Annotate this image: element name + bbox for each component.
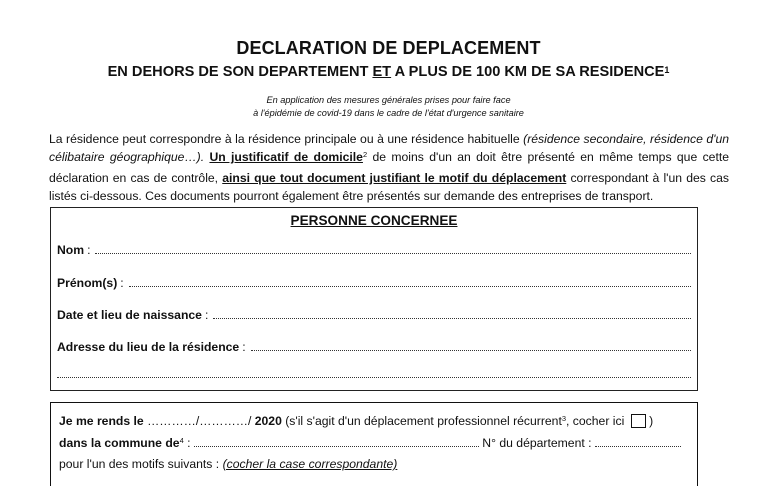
para-emphasis-motif: ainsi que tout document justifiant le motif du déplacement <box>222 170 567 185</box>
field-label: Adresse du lieu de la résidence <box>57 340 240 354</box>
field-separator: : <box>204 308 209 322</box>
department-input-line[interactable] <box>595 437 681 447</box>
name-input-line[interactable] <box>95 244 691 254</box>
subtitle-emphasis: ET <box>372 64 392 80</box>
birth-input-line[interactable] <box>213 309 691 319</box>
field-label: Nom <box>57 243 85 257</box>
footnote-ref: 4 <box>179 436 184 445</box>
document-subtitle <box>0 64 777 80</box>
para-text-1: La résidence peut correspondre à la résidence principale ou à une résidence habituelle <box>49 132 524 146</box>
para-text-2: de moins d'un an doit être présenté en même temps que cette déclaration en cas de contrôle, <box>49 150 730 185</box>
department-label: N° du département : <box>482 436 592 450</box>
subtitle-part1: EN DEHORS DE SON DEPARTEMENT <box>107 64 373 80</box>
address-field[interactable] <box>57 340 691 354</box>
name-field[interactable] <box>57 243 691 257</box>
document-title: DECLARATION DE DEPLACEMENT <box>236 38 541 58</box>
commune-separator: : <box>183 436 191 450</box>
trip-commune-line <box>59 436 681 450</box>
para-emphasis-domicile: Un justificatif de domicile <box>209 150 363 165</box>
commune-label: dans la commune de <box>59 436 180 450</box>
para-italic: (résidence secondaire, résidence d'un célibataire géographique…). <box>49 132 729 165</box>
field-separator: : <box>242 340 246 354</box>
trip-date-label: Je me rends le <box>59 414 144 428</box>
recurrent-trip-checkbox[interactable] <box>631 414 646 428</box>
person-section-heading: PERSONNE CONCERNEE <box>290 213 458 228</box>
field-separator: : <box>87 243 91 257</box>
recurrent-note-text: (s'il s'agit d'un déplacement professionnel récurrent <box>281 414 562 428</box>
firstname-input-line[interactable] <box>129 277 691 287</box>
birth-field[interactable] <box>57 308 691 322</box>
footnote-ref: 3 <box>561 414 567 423</box>
trip-year: 2020 <box>251 414 282 428</box>
residence-explanation <box>49 130 729 205</box>
field-label: Date et lieu de naissance <box>57 308 202 322</box>
trip-section <box>50 402 698 486</box>
address-input-line[interactable] <box>251 341 691 351</box>
legal-intro <box>0 94 777 120</box>
closing-paren: ) <box>649 414 654 428</box>
address-field-continued[interactable] <box>57 368 691 378</box>
field-label: Prénom(s) <box>57 276 118 290</box>
para-text-3: correspondant à l'un des cas listés ci-dessous. Ces documents pourront également être présentés sur demande des entreprises de transport. <box>49 170 729 203</box>
trip-date-input[interactable]: …………/…………/ <box>147 414 252 428</box>
commune-input-line[interactable] <box>194 437 479 447</box>
field-separator: : <box>120 276 124 290</box>
firstname-field[interactable] <box>57 276 691 290</box>
footnote-ref: 2 <box>362 150 368 160</box>
footnote-ref: 1 <box>664 65 670 75</box>
motif-instruction: (cocher la case correspondante) <box>222 457 398 471</box>
trip-date-line <box>59 414 653 428</box>
person-section <box>50 207 698 391</box>
trip-motif-line <box>59 457 397 471</box>
intro-line-1: En application des mesures générales prises pour faire face <box>266 95 511 105</box>
intro-line-2: à l'épidémie de covid-19 dans le cadre de l'état d'urgence sanitaire <box>253 108 524 118</box>
subtitle-part2: A PLUS DE 100 KM DE SA RESIDENCE <box>391 64 665 80</box>
address-input-line-2[interactable] <box>57 368 691 378</box>
recurrent-check-label: , cocher ici <box>566 414 625 428</box>
motif-intro: pour l'un des motifs suivants : <box>59 457 223 471</box>
